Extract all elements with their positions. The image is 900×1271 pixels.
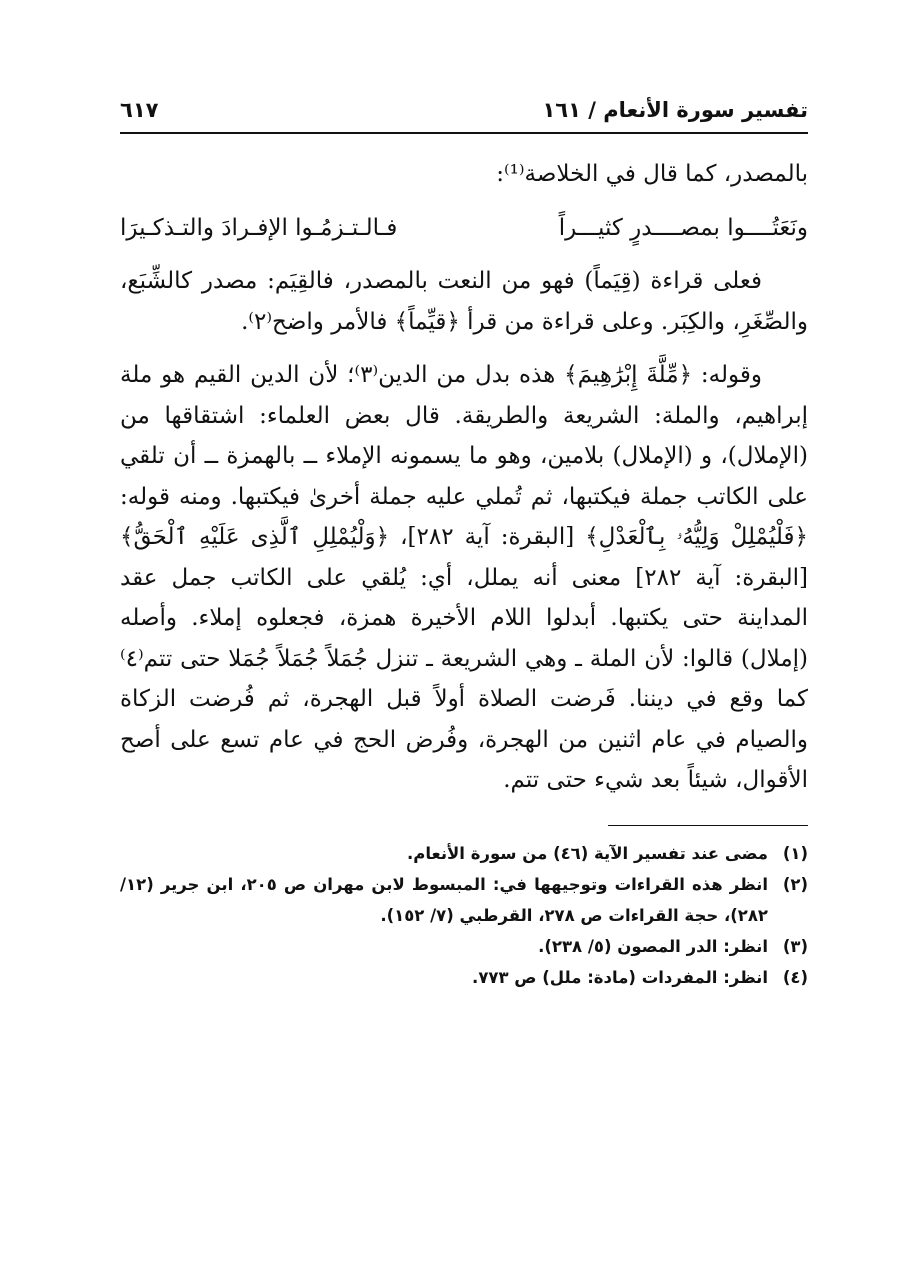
footnote-divider: [608, 825, 808, 826]
footnote-text: انظر: المفردات (مادة: ملل) ص ٧٧٣.: [472, 967, 768, 987]
footnote-item: [120, 931, 808, 962]
paragraph-1: بالمصدر، كما قال في الخلاصة⁽¹⁾:: [496, 161, 808, 187]
footnotes: [120, 838, 808, 993]
footnote-text: انظر هذه القراءات وتوجيهها في: المبسوط لابن مهران ص ٢٠٥، ابن جرير (١٢/ ٢٨٢)، حجة القراءات ص ٢٧٨، القرطبي (٧/ ١٥٢).: [120, 874, 768, 925]
footnote-text: مضى عند تفسير الآية (٤٦) من سورة الأنعام.: [406, 843, 768, 863]
page-header: [120, 98, 808, 134]
paragraph-3: وقوله: ﴿مِّلَّةَ إِبْرَٰهِيمَ﴾ هذه بدل من الدين⁽٣⁾؛ لأن الدين القيم هو ملة إبراهيم، والملة: الشريعة والطريقة. قال بعض العلماء: اشتقاقها من (الإملال)، و (الإملال) بلامين، وهو ما يسمونه الإملاء ــ بالهمزة ــ أن تلقي على الكاتب جملة فيكتبها، ثم تُملي عليه جملة أخرىٰ فيكتبها. ومنه قوله: ﴿فَلْيُمْلِلْ وَلِيُّهُۥ بِٱلْعَدْلِ﴾ [البقرة: آية ٢٨٢]، ﴿وَلْيُمْلِلِ ٱلَّذِى عَلَيْهِ ٱلْحَقُّ﴾ [البقرة: آية ٢٨٢] معنى أنه يملل، أي: يُلقي على الكاتب جمل عقد المداينة حتى يكتبها. أبدلوا اللام الأخيرة همزة، فجعلوه إملاء. وأصله (إملال) قالوا: لأن الملة ـ وهي الشريعة ـ تنزل جُمَلاً جُمَلاً جُمَلا حتى تتم⁽٤⁾ كما وقع في ديننا. فَرضت الصلاة أولاً قبل الهجرة، ثم فُرضت الزكاة والصيام في عام اثنين من الهجرة، وفُرض الحج في عام تسع على أصح الأقوال، شيئاً بعد شيء حتى تتم.: [120, 362, 808, 793]
footnote-item: [120, 962, 808, 993]
footnote-number: (١): [782, 843, 808, 863]
page-number: ٦١٧: [120, 98, 159, 122]
footnote-number: (٣): [782, 936, 808, 956]
footnote-number: (٤): [782, 967, 808, 987]
footnote-item: [120, 838, 808, 869]
footnote-number: (٢): [782, 874, 808, 894]
verse-second-hemistich: فـالـتـزمُـوا الإفـرادَ والتـذكـيرَا: [120, 214, 398, 241]
verse-first-hemistich: ونَعَتُــــوا بمصــــدرٍ كثيـــراً: [558, 214, 808, 241]
poetry-verse: [120, 208, 808, 249]
footnote-item: [120, 869, 808, 931]
paragraph-2: فعلى قراءة (قِيَماً) فهو من النعت بالمصدر، فالقِيَم: مصدر كالشِّبَع، والصِّغَرِ، والكِبَر. وعلى قراءة من قرأ ﴿قيِّماً﴾ فالأمر واضح⁽٢⁾.: [120, 268, 808, 335]
running-title: تفسير سورة الأنعام / ١٦١: [542, 98, 808, 122]
main-text: [120, 154, 808, 801]
footnote-text: انظر: الدر المصون (٥/ ٢٣٨).: [538, 936, 768, 956]
